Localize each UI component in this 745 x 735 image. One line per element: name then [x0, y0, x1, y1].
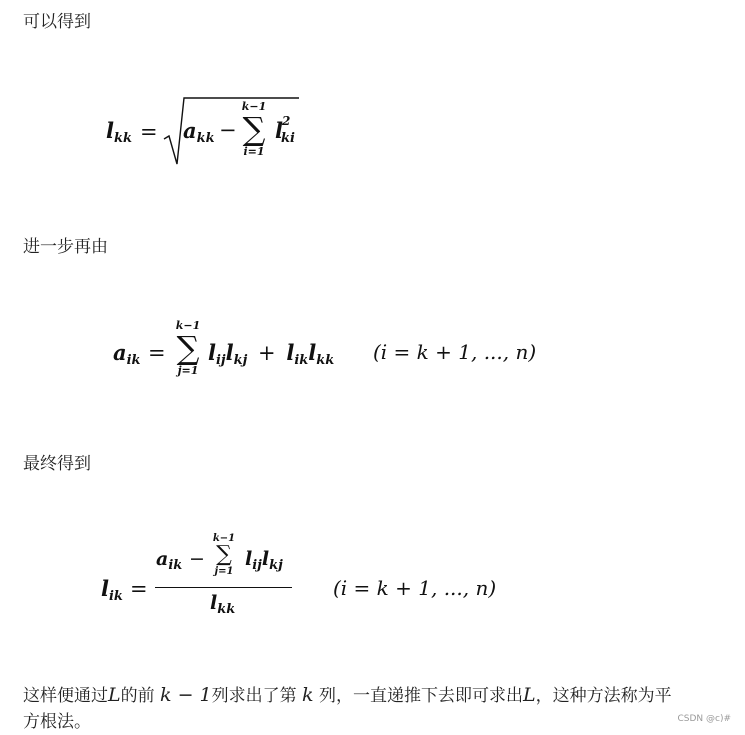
paragraph-final: 最终得到 [23, 454, 91, 474]
eq3-den: $l_{kk}$ [210, 592, 236, 617]
eq3-equals: = [130, 577, 148, 601]
sum-icon: ∑ [216, 542, 232, 567]
inline-math-L: L [108, 684, 121, 706]
eq3-num-minus: − [189, 548, 205, 570]
inline-math-k: k [302, 684, 314, 706]
eq3-lhs: lik [101, 576, 123, 604]
paragraph-conclusion: 这样便通过L的前 k − 1列求出了第 k 列，一直递推下去即可求出L，这种方法称为平 方根法。 [23, 684, 672, 732]
eq3-summation: k−1 ∑ j=1 [206, 533, 242, 577]
paragraph-further: 进一步再由 [23, 237, 108, 257]
eq1-summation: k−1 ∑ i=1 [236, 100, 272, 158]
eq1-a: akk [183, 118, 215, 146]
paragraph-intro: 可以得到 [23, 12, 91, 32]
sum-icon: ∑ [242, 110, 266, 148]
eq1-equals: = [140, 120, 158, 144]
watermark: CSDN @c)# [677, 714, 731, 724]
eq1-l-sub: ki [281, 131, 295, 146]
eq1-minus: − [219, 118, 237, 142]
sum-icon: ∑ [176, 329, 200, 367]
eq2-equals: = [148, 341, 166, 365]
eq1-lhs: lkk [106, 118, 132, 146]
fraction-bar [155, 587, 292, 588]
eq3-condition: (i = k + 1, ..., n) [333, 576, 497, 600]
eq1-l: l [275, 118, 283, 143]
eq1-l-sup: 2 [282, 114, 291, 128]
eq2-condition: (i = k + 1, ..., n) [373, 340, 537, 364]
eq2-summation: k−1 ∑ j=1 [168, 319, 208, 377]
eq2-terms: lijlkj + liklkk [208, 340, 335, 368]
eq3-num-terms: $l_{ij}l_{kj}$ [245, 548, 283, 573]
eq3-num-a: $a_{ik}$ [156, 548, 183, 573]
inline-math-L2: L [522, 684, 536, 706]
inline-math-k-minus-1: k − 1 [160, 684, 212, 706]
eq2-lhs: aik [113, 340, 141, 368]
